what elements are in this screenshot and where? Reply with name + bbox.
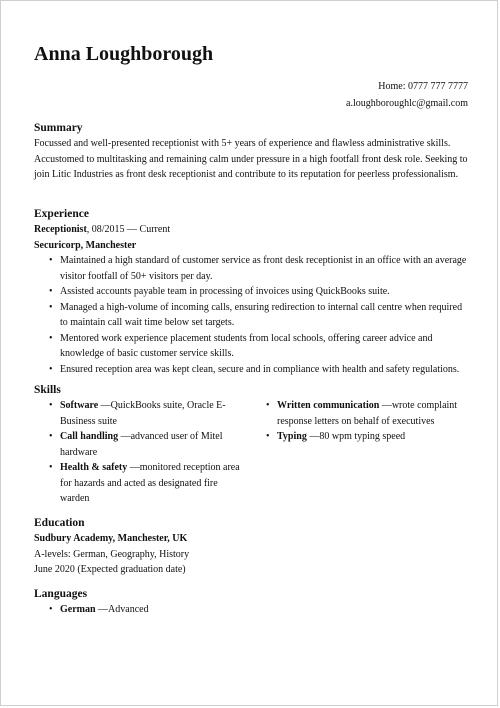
skill-detail: —wrote complaint response letters on behalf of executives <box>277 400 458 427</box>
language-level: —Advanced <box>95 604 149 615</box>
skill-detail: —monitored reception area for hazards and acted as designated fire warden <box>60 462 240 504</box>
skills-grid <box>34 398 468 507</box>
skill-item <box>251 398 468 429</box>
education-heading: Education <box>34 517 85 529</box>
language-name: German <box>60 604 96 615</box>
education-subjects: A-levels: German, Geography, History <box>34 548 190 560</box>
skill-item <box>34 429 251 460</box>
skill-detail: —QuickBooks suite, Oracle E-Business suite <box>60 400 226 427</box>
candidate-name: Anna Loughborough <box>34 43 214 65</box>
summary-section <box>34 120 468 183</box>
skill-item <box>34 460 251 507</box>
skills-heading: Skills <box>34 384 61 396</box>
education-date: June 2020 (Expected graduation date) <box>34 564 186 575</box>
skill-name: Call handling <box>60 431 119 442</box>
job-company: Securicorp, Manchester <box>34 239 137 251</box>
education-school: Sudbury Academy, Manchester, UK <box>34 533 188 544</box>
experience-bullet: • Mentored work experience placement students from local schools, offering career advice and knowledge of basic customer service skills. <box>34 331 468 362</box>
experience-bullet: • Maintained a high standard of customer service as front desk receptionist in an office with an average visitor footfall of 50+ visitors per day. <box>34 253 468 284</box>
skill-item <box>34 398 251 429</box>
skill-name: Health & safety <box>60 462 128 473</box>
experience-bullet: • Managed a high-volume of incoming calls, ensuring redirection to internal call centre when required to maintain call wait time below set targets. <box>34 300 468 331</box>
skills-column-right <box>251 398 468 507</box>
skill-name: Software <box>60 400 99 411</box>
skills-section <box>34 382 468 507</box>
job-dates: , 08/2015 — Current <box>86 224 171 235</box>
job-title: Receptionist <box>34 224 87 235</box>
skill-detail: —80 wpm typing speed <box>306 431 406 442</box>
education-section <box>34 515 468 578</box>
languages-list <box>34 602 468 618</box>
skill-item <box>251 429 468 445</box>
experience-bullet: • Ensured reception area was kept clean, secure and in compliance with health and safety regulations. <box>34 362 468 378</box>
skill-name: Typing <box>277 431 307 442</box>
skill-detail: —advanced user of Mitel hardware <box>60 431 223 458</box>
contact-phone: Home: 0777 777 7777 <box>378 81 468 92</box>
language-item <box>34 602 468 618</box>
experience-bullet: • Assisted accounts payable team in processing of invoices using QuickBooks suite. <box>34 284 468 300</box>
summary-heading: Summary <box>34 122 83 134</box>
languages-section <box>34 586 468 618</box>
contact-email: a.loughboroughlc@gmail.com <box>346 98 468 109</box>
summary-text: Focussed and well-presented receptionist with 5+ years of experience and flawless administrative skills. Accustomed to multitasking and remaining calm under pressure in a high footfall front desk role. Seeking to join Litic Industries as front desk receptionist and contribute to its reputation for peerless professionalism. <box>34 138 468 180</box>
experience-section <box>34 206 468 377</box>
contact-block <box>346 78 468 112</box>
job-line <box>34 222 468 238</box>
skill-name: Written communication <box>277 400 380 411</box>
experience-bullets <box>34 253 468 377</box>
skills-column-left <box>34 398 251 507</box>
experience-heading: Experience <box>34 208 89 220</box>
languages-heading: Languages <box>34 588 88 600</box>
